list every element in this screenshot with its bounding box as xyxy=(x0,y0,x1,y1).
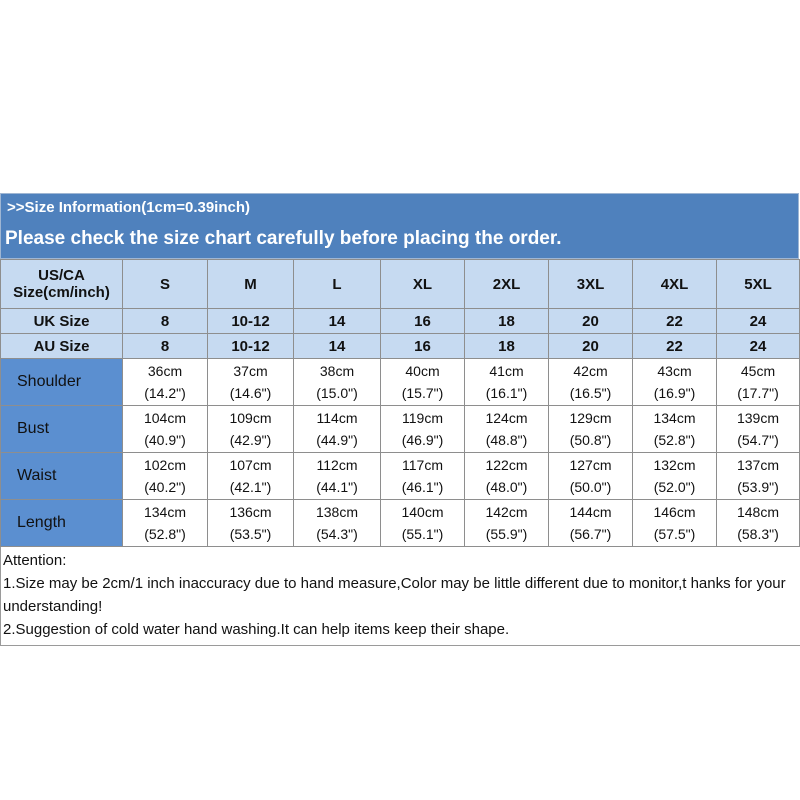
inch-value: (40.9") xyxy=(144,432,186,448)
cm-value: 137cm xyxy=(736,457,780,473)
cm-value: 40cm xyxy=(405,363,440,379)
inch-value: (58.3") xyxy=(737,526,779,542)
inch-value: (53.9") xyxy=(737,479,779,495)
inch-value: (56.7") xyxy=(569,526,612,542)
cm-value: 129cm xyxy=(569,410,612,426)
measure-label: Waist xyxy=(1,453,123,500)
cm-value: 36cm xyxy=(147,363,183,379)
size-cell: 16 xyxy=(381,334,465,359)
cm-value: 37cm xyxy=(233,363,268,379)
cm-value: 138cm xyxy=(315,504,359,520)
inch-value: (52.0") xyxy=(653,479,696,495)
size-cell: 8 xyxy=(123,309,208,334)
measure-row xyxy=(1,406,800,453)
banner-title: >>Size Information(1cm=0.39inch) xyxy=(7,199,250,216)
measure-cell xyxy=(381,406,465,453)
inch-value: (15.0") xyxy=(316,385,358,401)
measure-cell xyxy=(465,453,549,500)
measure-cell xyxy=(633,500,717,547)
cm-value: 139cm xyxy=(736,410,780,426)
size-row-label: US/CA Size(cm/inch) xyxy=(1,260,123,309)
measure-cell xyxy=(549,359,633,406)
measure-cell xyxy=(123,406,208,453)
measure-cell xyxy=(381,453,465,500)
cm-value: 112cm xyxy=(316,457,358,473)
measure-cell xyxy=(633,359,717,406)
measure-cell xyxy=(123,453,208,500)
measure-cell xyxy=(549,500,633,547)
measure-cell xyxy=(465,359,549,406)
inch-value: (40.2") xyxy=(144,479,186,495)
measure-cell xyxy=(549,406,633,453)
cm-value: 146cm xyxy=(653,504,696,520)
size-table xyxy=(0,259,800,547)
cm-value: 107cm xyxy=(229,457,272,473)
note-item: 2.Suggestion of cold water hand washing.It can help items keep their shape. xyxy=(3,621,510,638)
size-chart xyxy=(0,193,799,646)
measure-cell xyxy=(294,406,381,453)
cm-value: 119cm xyxy=(402,410,443,426)
size-cell: 24 xyxy=(717,309,800,334)
measure-cell xyxy=(381,359,465,406)
measure-cell xyxy=(717,453,800,500)
inch-value: (44.1") xyxy=(316,479,358,495)
measure-label: Length xyxy=(1,500,123,547)
size-row xyxy=(1,334,800,359)
measure-cell xyxy=(208,500,294,547)
measure-cell xyxy=(294,359,381,406)
size-cell: S xyxy=(123,260,208,309)
measure-cell xyxy=(208,359,294,406)
size-cell: 10-12 xyxy=(208,334,294,359)
note-item: 1.Size may be 2cm/1 inch inaccuracy due to hand measure,Color may be little different due to monitor,t hanks for your understanding! xyxy=(3,575,790,615)
cm-value: 43cm xyxy=(657,363,692,379)
size-cell: 14 xyxy=(294,309,381,334)
inch-value: (14.6") xyxy=(229,385,272,401)
measure-cell xyxy=(717,406,800,453)
inch-value: (16.1") xyxy=(485,385,528,401)
measure-cell xyxy=(123,500,208,547)
inch-value: (44.9") xyxy=(316,432,358,448)
size-cell: 14 xyxy=(294,334,381,359)
size-cell: 18 xyxy=(465,334,549,359)
size-cell: 20 xyxy=(549,309,633,334)
size-row xyxy=(1,260,800,309)
inch-value: (53.5") xyxy=(229,526,272,542)
inch-value: (48.0") xyxy=(485,479,528,495)
cm-value: 117cm xyxy=(402,457,443,473)
measure-cell xyxy=(633,406,717,453)
cm-value: 41cm xyxy=(489,363,524,379)
measure-row xyxy=(1,453,800,500)
measure-cell xyxy=(381,500,465,547)
cm-value: 122cm xyxy=(485,457,528,473)
cm-value: 109cm xyxy=(229,410,272,426)
inch-value: (14.2") xyxy=(144,385,186,401)
measure-row xyxy=(1,359,800,406)
size-cell: 16 xyxy=(381,309,465,334)
size-cell: 22 xyxy=(633,334,717,359)
cm-value: 42cm xyxy=(573,363,608,379)
inch-value: (46.1") xyxy=(401,479,444,495)
size-cell: 5XL xyxy=(717,260,800,309)
inch-value: (52.8") xyxy=(144,526,186,542)
size-cell: M xyxy=(208,260,294,309)
cm-value: 140cm xyxy=(401,504,444,520)
cm-value: 134cm xyxy=(653,410,696,426)
inch-value: (15.7") xyxy=(401,385,444,401)
inch-value: (54.3") xyxy=(316,526,358,542)
measure-cell xyxy=(465,500,549,547)
cm-value: 114cm xyxy=(316,410,358,426)
cm-value: 136cm xyxy=(229,504,272,520)
measure-row xyxy=(1,500,800,547)
cm-value: 124cm xyxy=(485,410,528,426)
inch-value: (42.9") xyxy=(229,432,272,448)
measure-cell xyxy=(123,359,208,406)
measure-cell xyxy=(465,406,549,453)
measure-cell xyxy=(294,453,381,500)
inch-value: (52.8") xyxy=(653,432,696,448)
cm-value: 127cm xyxy=(569,457,612,473)
cm-value: 104cm xyxy=(143,410,187,426)
cm-value: 38cm xyxy=(319,363,355,379)
cm-value: 142cm xyxy=(485,504,528,520)
inch-value: (17.7") xyxy=(737,385,779,401)
inch-value: (54.7") xyxy=(737,432,779,448)
size-info-banner xyxy=(0,193,799,259)
measure-cell xyxy=(717,359,800,406)
inch-value: (55.9") xyxy=(485,526,528,542)
size-cell: 4XL xyxy=(633,260,717,309)
inch-value: (16.9") xyxy=(653,385,696,401)
size-cell: 24 xyxy=(717,334,800,359)
cm-value: 45cm xyxy=(740,363,776,379)
inch-value: (50.0") xyxy=(569,479,612,495)
size-cell: 22 xyxy=(633,309,717,334)
attention-notes xyxy=(0,547,800,646)
inch-value: (55.1") xyxy=(401,526,444,542)
size-cell: L xyxy=(294,260,381,309)
inch-value: (16.5") xyxy=(569,385,612,401)
notes-heading: Attention: xyxy=(3,552,67,569)
size-cell: 20 xyxy=(549,334,633,359)
measure-cell xyxy=(208,406,294,453)
size-cell: 18 xyxy=(465,309,549,334)
size-row-label: UK Size xyxy=(1,309,123,334)
measure-label: Bust xyxy=(1,406,123,453)
measure-cell xyxy=(294,500,381,547)
size-cell: XL xyxy=(381,260,465,309)
banner-subtitle: Please check the size chart carefully before placing the order. xyxy=(5,228,562,249)
inch-value: (48.8") xyxy=(485,432,528,448)
cm-value: 148cm xyxy=(736,504,780,520)
measure-cell xyxy=(633,453,717,500)
size-cell: 2XL xyxy=(465,260,549,309)
cm-value: 144cm xyxy=(569,504,612,520)
cm-value: 134cm xyxy=(143,504,187,520)
inch-value: (50.8") xyxy=(569,432,612,448)
size-row-label: AU Size xyxy=(1,334,123,359)
inch-value: (42.1") xyxy=(229,479,272,495)
size-cell: 3XL xyxy=(549,260,633,309)
cm-value: 102cm xyxy=(143,457,187,473)
size-cell: 10-12 xyxy=(208,309,294,334)
measure-cell xyxy=(717,500,800,547)
size-cell: 8 xyxy=(123,334,208,359)
measure-label: Shoulder xyxy=(1,359,123,406)
inch-value: (57.5") xyxy=(653,526,696,542)
measure-cell xyxy=(549,453,633,500)
size-row xyxy=(1,309,800,334)
inch-value: (46.9") xyxy=(401,432,444,448)
cm-value: 132cm xyxy=(653,457,696,473)
measure-cell xyxy=(208,453,294,500)
